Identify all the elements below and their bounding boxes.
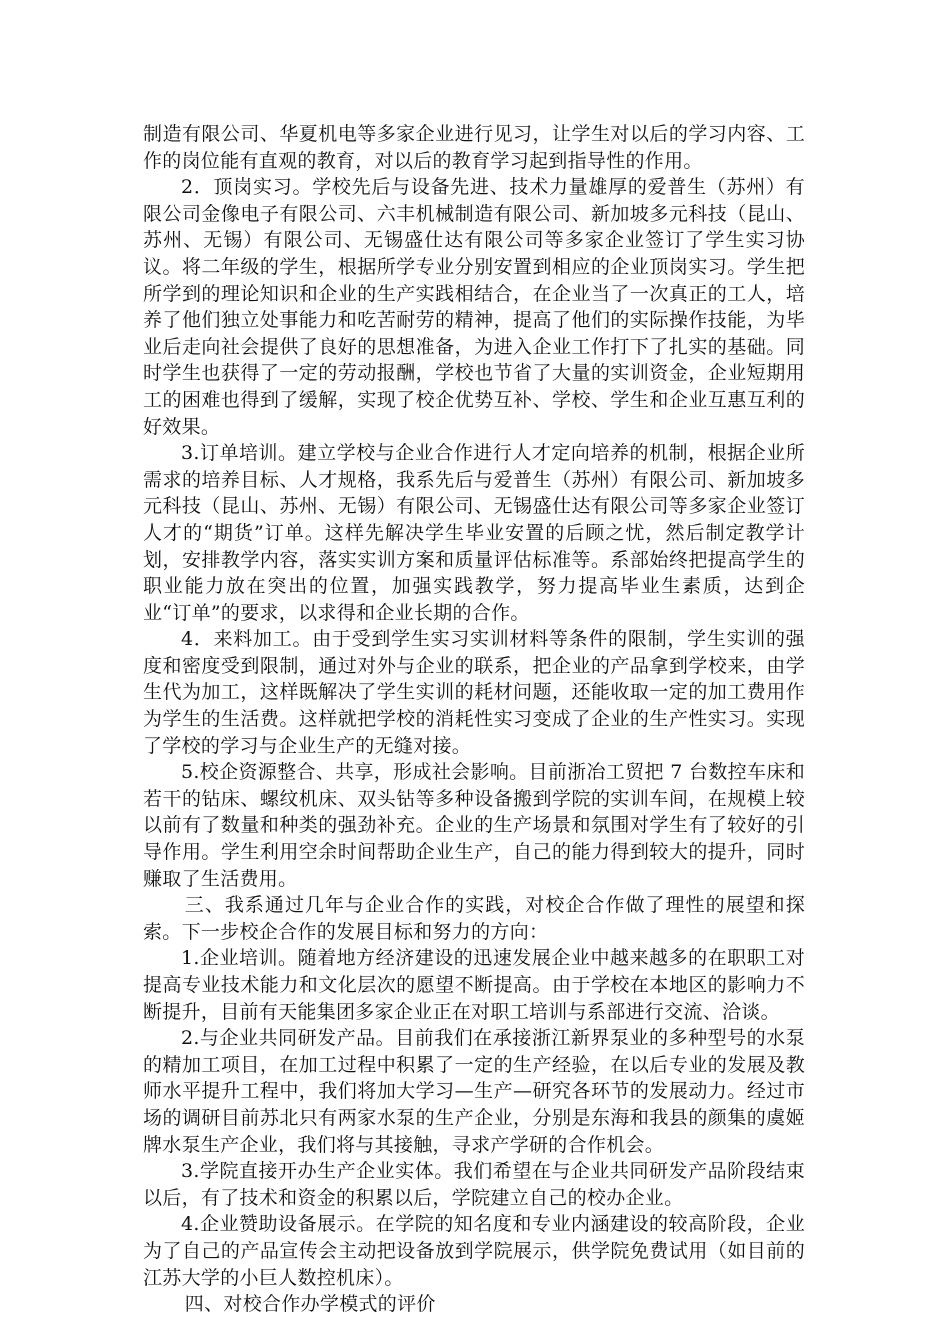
paragraph-resource-sharing: 5.校企资源整合、共享，形成社会影响。目前浙冶工贸把 7 台数控车床和若干的钻床、螺纹机床、双头钻等多种设备搬到学院的实训车间，在规模上较以前有了数量和种类的强劲补充。企业的生产场景和氛围对学生有了较好的引导作用。学生利用空余时间帮助企业生产，自己的能力得到较大的提升，同时赚取了生活费用。 bbox=[143, 761, 805, 890]
paragraph-joint-development: 2.与企业共同研发产品。目前我们在承接浙江新界泵业的多种型号的水泵的精加工项目，在加工过程中积累了一定的生产经验，在以后专业的发展及教师水平提升工程中，我们将加大学习—生产—研究各环节的发展动力。经过市场的调研目前苏北只有两家水泵的生产企业，分别是东海和我县的颜集的虞姬牌水泵生产企业，我们将与其接触，寻求产学研的合作机会。 bbox=[143, 1027, 805, 1156]
paragraph-enterprise-training: 1.企业培训。随着地方经济建设的迅速发展企业中越来越多的在职职工对提高专业技术能力和文化层次的愿望不断提高。由于学校在本地区的影响力不断提升，目前有天能集团多家企业正在对职工培训与系部进行交流、洽谈。 bbox=[143, 947, 805, 1023]
paragraph-equipment-display: 4.企业赞助设备展示。在学院的知名度和专业内涵建设的较高阶段，企业为了自己的产品宣传会主动把设备放到学院展示，供学院免费试用（如目前的江苏大学的小巨人数控机床）。 bbox=[143, 1213, 805, 1289]
paragraph-internship: 2．顶岗实习。学校先后与设备先进、技术力量雄厚的爱普生（苏州）有限公司金像电子有限公司、六丰机械制造有限公司、新加坡多元科技（昆山、苏州、无锡）有限公司、无锡盛仕达有限公司等多家企业签订了学生实习协议。将二年级的学生，根据所学专业分别安置到相应的企业顶岗实习。学生把所学到的理论知识和企业的生产实践相结合，在企业当了一次真正的工人，培养了他们独立处事能力和吃苦耐劳的精神，提高了他们的实际操作技能，为毕业后走向社会提供了良好的思想准备，为进入企业工作打下了扎实的基础。同时学生也获得了一定的劳动报酬，学校也节省了大量的实训资金，企业短期用工的困难也得到了缓解，实现了校企优势互补、学校、学生和企业互惠互利的好效果。 bbox=[143, 176, 805, 438]
section-heading-three: 三、我系通过几年与企业合作的实践，对校企合作做了理性的展望和探索。下一步校企合作的发展目标和努力的方向： bbox=[143, 894, 805, 943]
section-heading-four: 四、对校合作办学模式的评价 bbox=[184, 1293, 436, 1316]
paragraph-processing: 4．来料加工。由于受到学生实习实训材料等条件的限制，学生实训的强度和密度受到限制，通过对外与企业的联系，把企业的产品拿到学校来，由学生代为加工，这样既解决了学生实训的耗材问题，还能收取一定的加工费用作为学生的生活费。这样就把学校的消耗性实习变成了企业的生产性实习。实现了学校的学习与企业生产的无缝对接。 bbox=[143, 628, 805, 757]
document-body bbox=[143, 121, 805, 1318]
paragraph-order-training: 3.订单培训。建立学校与企业合作进行人才定向培养的机制，根据企业所需求的培养目标、人才规格，我系先后与爱普生（苏州）有限公司、新加坡多元科技（昆山、苏州、无锡）有限公司、无锡盛仕达有限公司等多家企业签订人才的“期货”订单。这样先解决学生毕业安置的后顾之忧，然后制定教学计划，安排教学内容，落实实训方案和质量评估标准等。系部始终把提高学生的职业能力放在突出的位置，加强实践教学，努力提高毕业生素质，达到企业“订单”的要求，以求得和企业长期的合作。 bbox=[143, 442, 805, 624]
paragraph-school-enterprise: 3.学院直接开办生产企业实体。我们希望在与企业共同研发产品阶段结束以后，有了技术和资金的积累以后，学院建立自己的校办企业。 bbox=[143, 1160, 805, 1209]
paragraph-field-visit-continuation: 制造有限公司、华夏机电等多家企业进行见习，让学生对以后的学习内容、工作的岗位能有直观的教育，对以后的教育学习起到指导性的作用。 bbox=[143, 123, 805, 172]
